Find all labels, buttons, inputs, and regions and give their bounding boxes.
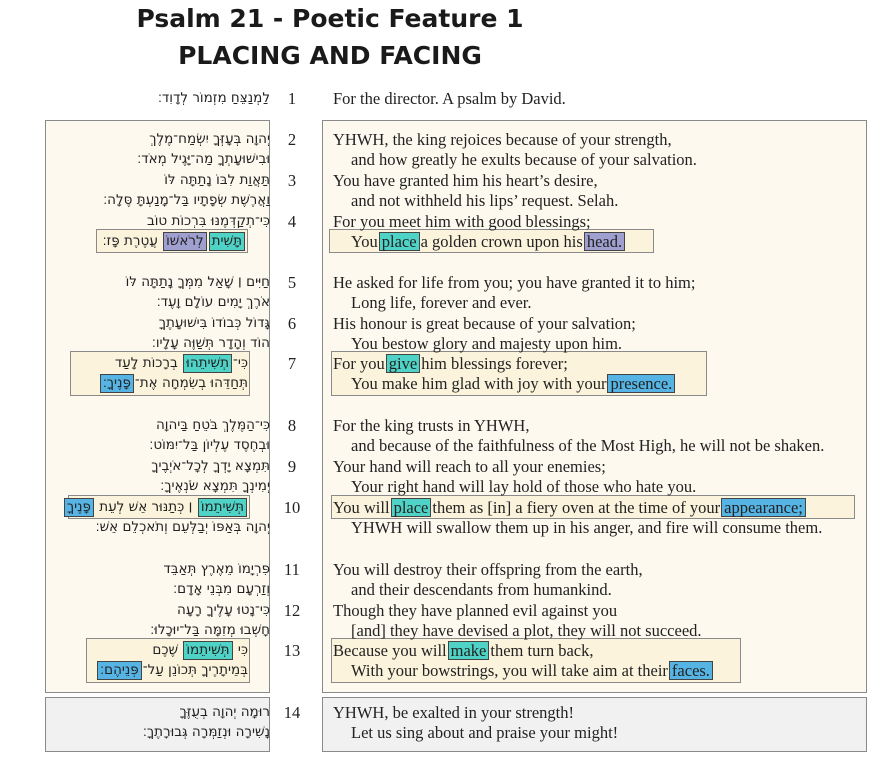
hebrew-line: פִּרְיָמוֹ מֵאֶרֶץ תְּאַבֵּד [163, 561, 270, 577]
hebrew-line [60, 660, 248, 681]
english-line: YHWH, the king rejoices because of your strength, [333, 130, 672, 149]
hebrew-line: כִּי־נָטוּ עָלֶיךָ רָעָה [177, 602, 270, 618]
english-line: and their descendants from humankind. [351, 580, 612, 599]
english-text: a golden crown upon his [420, 232, 583, 251]
hebrew-line [60, 640, 248, 661]
verse-number: 8 [287, 416, 297, 435]
verse-number: 7 [287, 354, 297, 373]
verse-number: 10 [283, 498, 301, 517]
highlight-place: place [391, 498, 432, 517]
english-line: Your hand will reach to all your enemies; [333, 457, 606, 476]
english-line: Though they have planned evil against you [333, 601, 618, 620]
english-line: Long life, forever and ever. [351, 293, 532, 312]
hebrew-text: כִּי [237, 642, 248, 658]
english-text: them as [in] a fiery oven at the time of your [432, 498, 721, 517]
page-subtitle: PLACING AND FACING [178, 41, 482, 70]
hebrew-line: תִּמְצָא יָדְךָ לְכָל־אֹיְבֶיךָ [151, 458, 270, 474]
hebrew-text: ׀ כְּתַנּוּר אֵשׁ לְעֵת [99, 499, 193, 515]
english-line: His honour is great because of your salvation; [333, 314, 636, 333]
english-line: and not withheld his lips’ request. Selah. [351, 191, 619, 210]
hebrew-line: יְמִינְךָ תִּמְצָא שֹׂנְאֶיךָ׃ [160, 478, 270, 494]
english-line [333, 497, 807, 518]
verse-number: 12 [283, 601, 301, 620]
highlight-place: place [379, 232, 420, 251]
hebrew-line: חָשְׁבוּ מְזִמָּה בַּל־יוּכָלוּ׃ [150, 622, 270, 638]
highlight-make-hebrew: תְּשִׁיתֵמוֹ [183, 641, 232, 660]
hebrew-line: הוֹד וְהָדָר תְּשַׁוֶּה עָלָיו׃ [151, 335, 270, 351]
english-line [351, 373, 676, 394]
page-title: Psalm 21 - Poetic Feature 1 [136, 4, 524, 33]
highlight-appearance-hebrew: פָּנֶיךָ [64, 498, 94, 517]
highlight-presence: presence. [607, 374, 675, 393]
hebrew-line: תַּאֲוַת לִבּוֹ נָתַתָּה לּוֹ [164, 172, 270, 188]
hebrew-line: וּבִישׁוּעָתְךָ מַה־יָּגֶיל מְאֹד׃ [137, 151, 270, 167]
highlight-give: give [386, 354, 420, 373]
english-line [351, 660, 714, 681]
hebrew-line: יְהוָה בְּאַפּוֹ יְבַלְּעֵם וְתֹאכְלֵם אֵשׁ׃ [95, 519, 270, 535]
highlight-presence-hebrew: פָּנֶיךָ׃ [100, 374, 134, 393]
english-line: YHWH will swallow them up in his anger, and fire will consume them. [351, 518, 823, 537]
hebrew-text: עֲטֶרֶת פָּז׃ [102, 233, 158, 249]
english-line [351, 231, 626, 252]
verse-number: 6 [287, 314, 297, 333]
highlight-make: make [448, 641, 490, 660]
highlight-place-hebrew: תְּשִׁיתֵמוֹ [198, 498, 247, 517]
english-text: You will [333, 498, 390, 517]
verse-number: 4 [287, 212, 297, 231]
highlight-place-hebrew: תָּשִׁית [209, 232, 245, 251]
hebrew-line: רוּמָה יְהוָה בְעֻזֶּךָ [179, 704, 270, 720]
hebrew-line: נָשִׁירָה וּנְזַמְּרָה גְּבוּרָתֶךָ׃ [142, 724, 270, 740]
hebrew-text: בְרָכוֹת לָעַד [114, 355, 178, 371]
hebrew-text: כִּי־ [232, 355, 248, 371]
english-line: You will destroy their offspring from the earth, [333, 560, 643, 579]
verse-number: 11 [284, 560, 300, 579]
hebrew-line: גָּדוֹל כְּבוֹדוֹ בִּישׁוּעָתֶךָ [158, 315, 270, 331]
hebrew-line: חַיִּים ׀ שָׁאַל מִמְּךָ נָתַתָּה לּוֹ [125, 274, 270, 290]
hebrew-text: תְּחַדֵּהוּ בְשִׂמְחָה אֶת־ [134, 375, 248, 391]
highlight-head-hebrew: לְרֹאשׁוֹ [163, 232, 207, 251]
english-line: You have granted him his heart’s desire, [333, 171, 598, 190]
hebrew-line [60, 497, 248, 518]
english-line: [and] they have devised a plot, they will not succeed. [351, 621, 702, 640]
english-text: them turn back, [490, 641, 594, 660]
english-text: With your bowstrings, you will take aim at their [351, 661, 668, 680]
hebrew-line [60, 231, 246, 252]
english-line: You bestow glory and majesty upon him. [351, 334, 623, 353]
english-line: and how greatly he exults because of your salvation. [351, 150, 697, 169]
hebrew-line [60, 353, 248, 374]
verse-number: 3 [287, 171, 297, 190]
english-line: and because of the faithfulness of the Most High, he will not be shaken. [351, 436, 825, 455]
english-line: He asked for life from you; you have granted it to him; [333, 273, 696, 292]
hebrew-line: לַמְנַצֵּחַ מִזְמוֹר לְדָוִד׃ [157, 90, 270, 106]
english-text: You [351, 232, 378, 251]
verse-number: 9 [287, 457, 297, 476]
hebrew-line: וְזַרְעָם מִבְּנֵי אָדָם׃ [173, 581, 270, 597]
verse-number: 2 [287, 130, 297, 149]
english-line: For the king trusts in YHWH, [333, 416, 530, 435]
english-text: You make him glad with joy with your [351, 374, 607, 393]
english-text: him blessings forever; [421, 354, 568, 373]
english-line: For you meet him with good blessings; [333, 212, 591, 231]
verse-number: 1 [287, 89, 297, 108]
hebrew-line: אֹרֶךְ יָמִים עוֹלָם וָעֶד׃ [156, 294, 270, 310]
verse-number: 5 [287, 273, 297, 292]
hebrew-line: כִּי־תְקַדְּמֶנּוּ בִּרְכוֹת טוֹב [146, 213, 270, 229]
english-line: Your right hand will lay hold of those who hate you. [351, 477, 697, 496]
hebrew-line: יְהוָה בְּעָזְּךָ יִשְׂמַח־מֶלֶךְ [149, 131, 270, 147]
hebrew-line: וַאֲרֶשֶׁת שְׂפָתָיו בַּל־מָנַעְתָּ סֶּלָה׃ [103, 192, 270, 208]
english-line [333, 640, 593, 661]
english-line: For the director. A psalm by David. [333, 89, 566, 108]
highlight-head: head. [584, 232, 625, 251]
hebrew-line [60, 373, 248, 394]
hebrew-text: שֶׁכֶם [152, 642, 179, 658]
english-line [333, 353, 568, 374]
english-text: For you [333, 354, 385, 373]
hebrew-line: וּבְחֶסֶד עֶלְיוֹן בַּל־יִמּוֹט׃ [149, 437, 270, 453]
english-text: Because you will [333, 641, 447, 660]
verse-number: 13 [283, 641, 301, 660]
english-line: Let us sing about and praise your might! [351, 723, 619, 742]
highlight-faces-hebrew: פְּנֵיהֶם׃ [97, 661, 142, 680]
highlight-give-hebrew: תְשִׁיתֵהוּ [183, 354, 232, 373]
english-line: YHWH, be exalted in your strength! [333, 703, 575, 722]
hebrew-text: בְּמֵיתָרֶיךָ תְּכוֹנֵן עַל־ [142, 662, 248, 678]
highlight-faces: faces. [669, 661, 713, 680]
verse-number: 14 [283, 703, 301, 722]
highlight-appearance: appearance; [721, 498, 806, 517]
hebrew-line: כִּי־הַמֶּלֶךְ בֹּטֵחַ בַּיהוָה [155, 417, 270, 433]
